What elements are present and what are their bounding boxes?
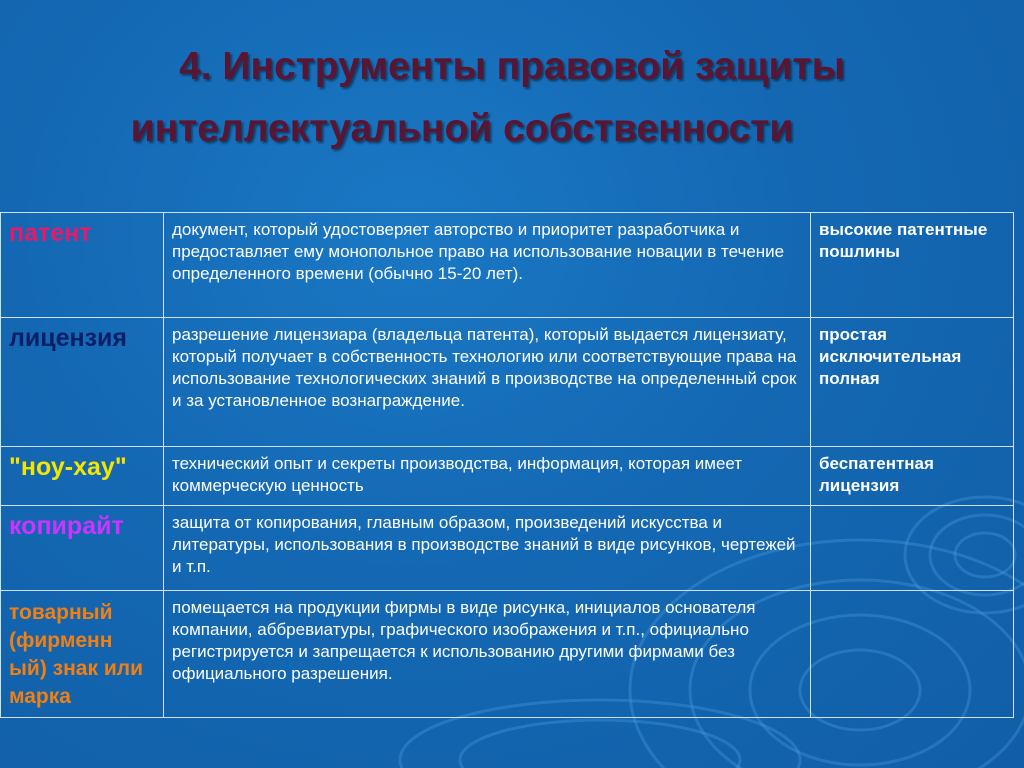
extra-cell: высокие патентные пошлины bbox=[811, 213, 1014, 318]
table-row-license bbox=[1, 318, 1014, 447]
table-row-trademark bbox=[1, 591, 1014, 718]
term-cell: "ноу-хау" bbox=[1, 447, 164, 506]
extra-cell bbox=[811, 506, 1014, 591]
term-cell: товарный (фирменн ый) знак или марка bbox=[1, 591, 164, 718]
slide-title bbox=[0, 36, 1024, 160]
term-cell: патент bbox=[1, 213, 164, 318]
table-row-know-how bbox=[1, 447, 1014, 506]
title-line-2: интеллектуальной собственности bbox=[130, 107, 794, 150]
extra-cell: простая исключительная полная bbox=[811, 318, 1014, 447]
description-cell: защита от копирования, главным образом, произведений искусства и литературы, использования в производстве знаний в виде рисунков, чертежей и т.п. bbox=[164, 506, 811, 591]
extra-cell: беспатентная лицензия bbox=[811, 447, 1014, 506]
title-line-1: 4. Инструменты правовой защиты bbox=[179, 45, 845, 88]
table-row-copyright bbox=[1, 506, 1014, 591]
extra-cell bbox=[811, 591, 1014, 718]
description-cell: разрешение лицензиара (владельца патента), который выдается лицензиату, который получает в собственность технологию или соответствующие права на использование технологических знаний в производстве на определенный срок и за установленное вознаграждение. bbox=[164, 318, 811, 447]
table-row-patent bbox=[1, 213, 1014, 318]
term-cell: копирайт bbox=[1, 506, 164, 591]
description-cell: помещается на продукции фирмы в виде рисунка, инициалов основателя компании, аббревиатуры, графического изображения и т.п., официально регистрируется и запрещается к использованию другими фирмами без официального разрешения. bbox=[164, 591, 811, 718]
description-cell: документ, который удостоверяет авторство и приоритет разработчика и предоставляет ему монопольное право на использование новации в течение определенного времени (обычно 15-20 лет). bbox=[164, 213, 811, 318]
description-cell: технический опыт и секреты производства, информация, которая имеет коммерческую ценность bbox=[164, 447, 811, 506]
term-cell: лицензия bbox=[1, 318, 164, 447]
ip-protection-table bbox=[0, 212, 1014, 718]
